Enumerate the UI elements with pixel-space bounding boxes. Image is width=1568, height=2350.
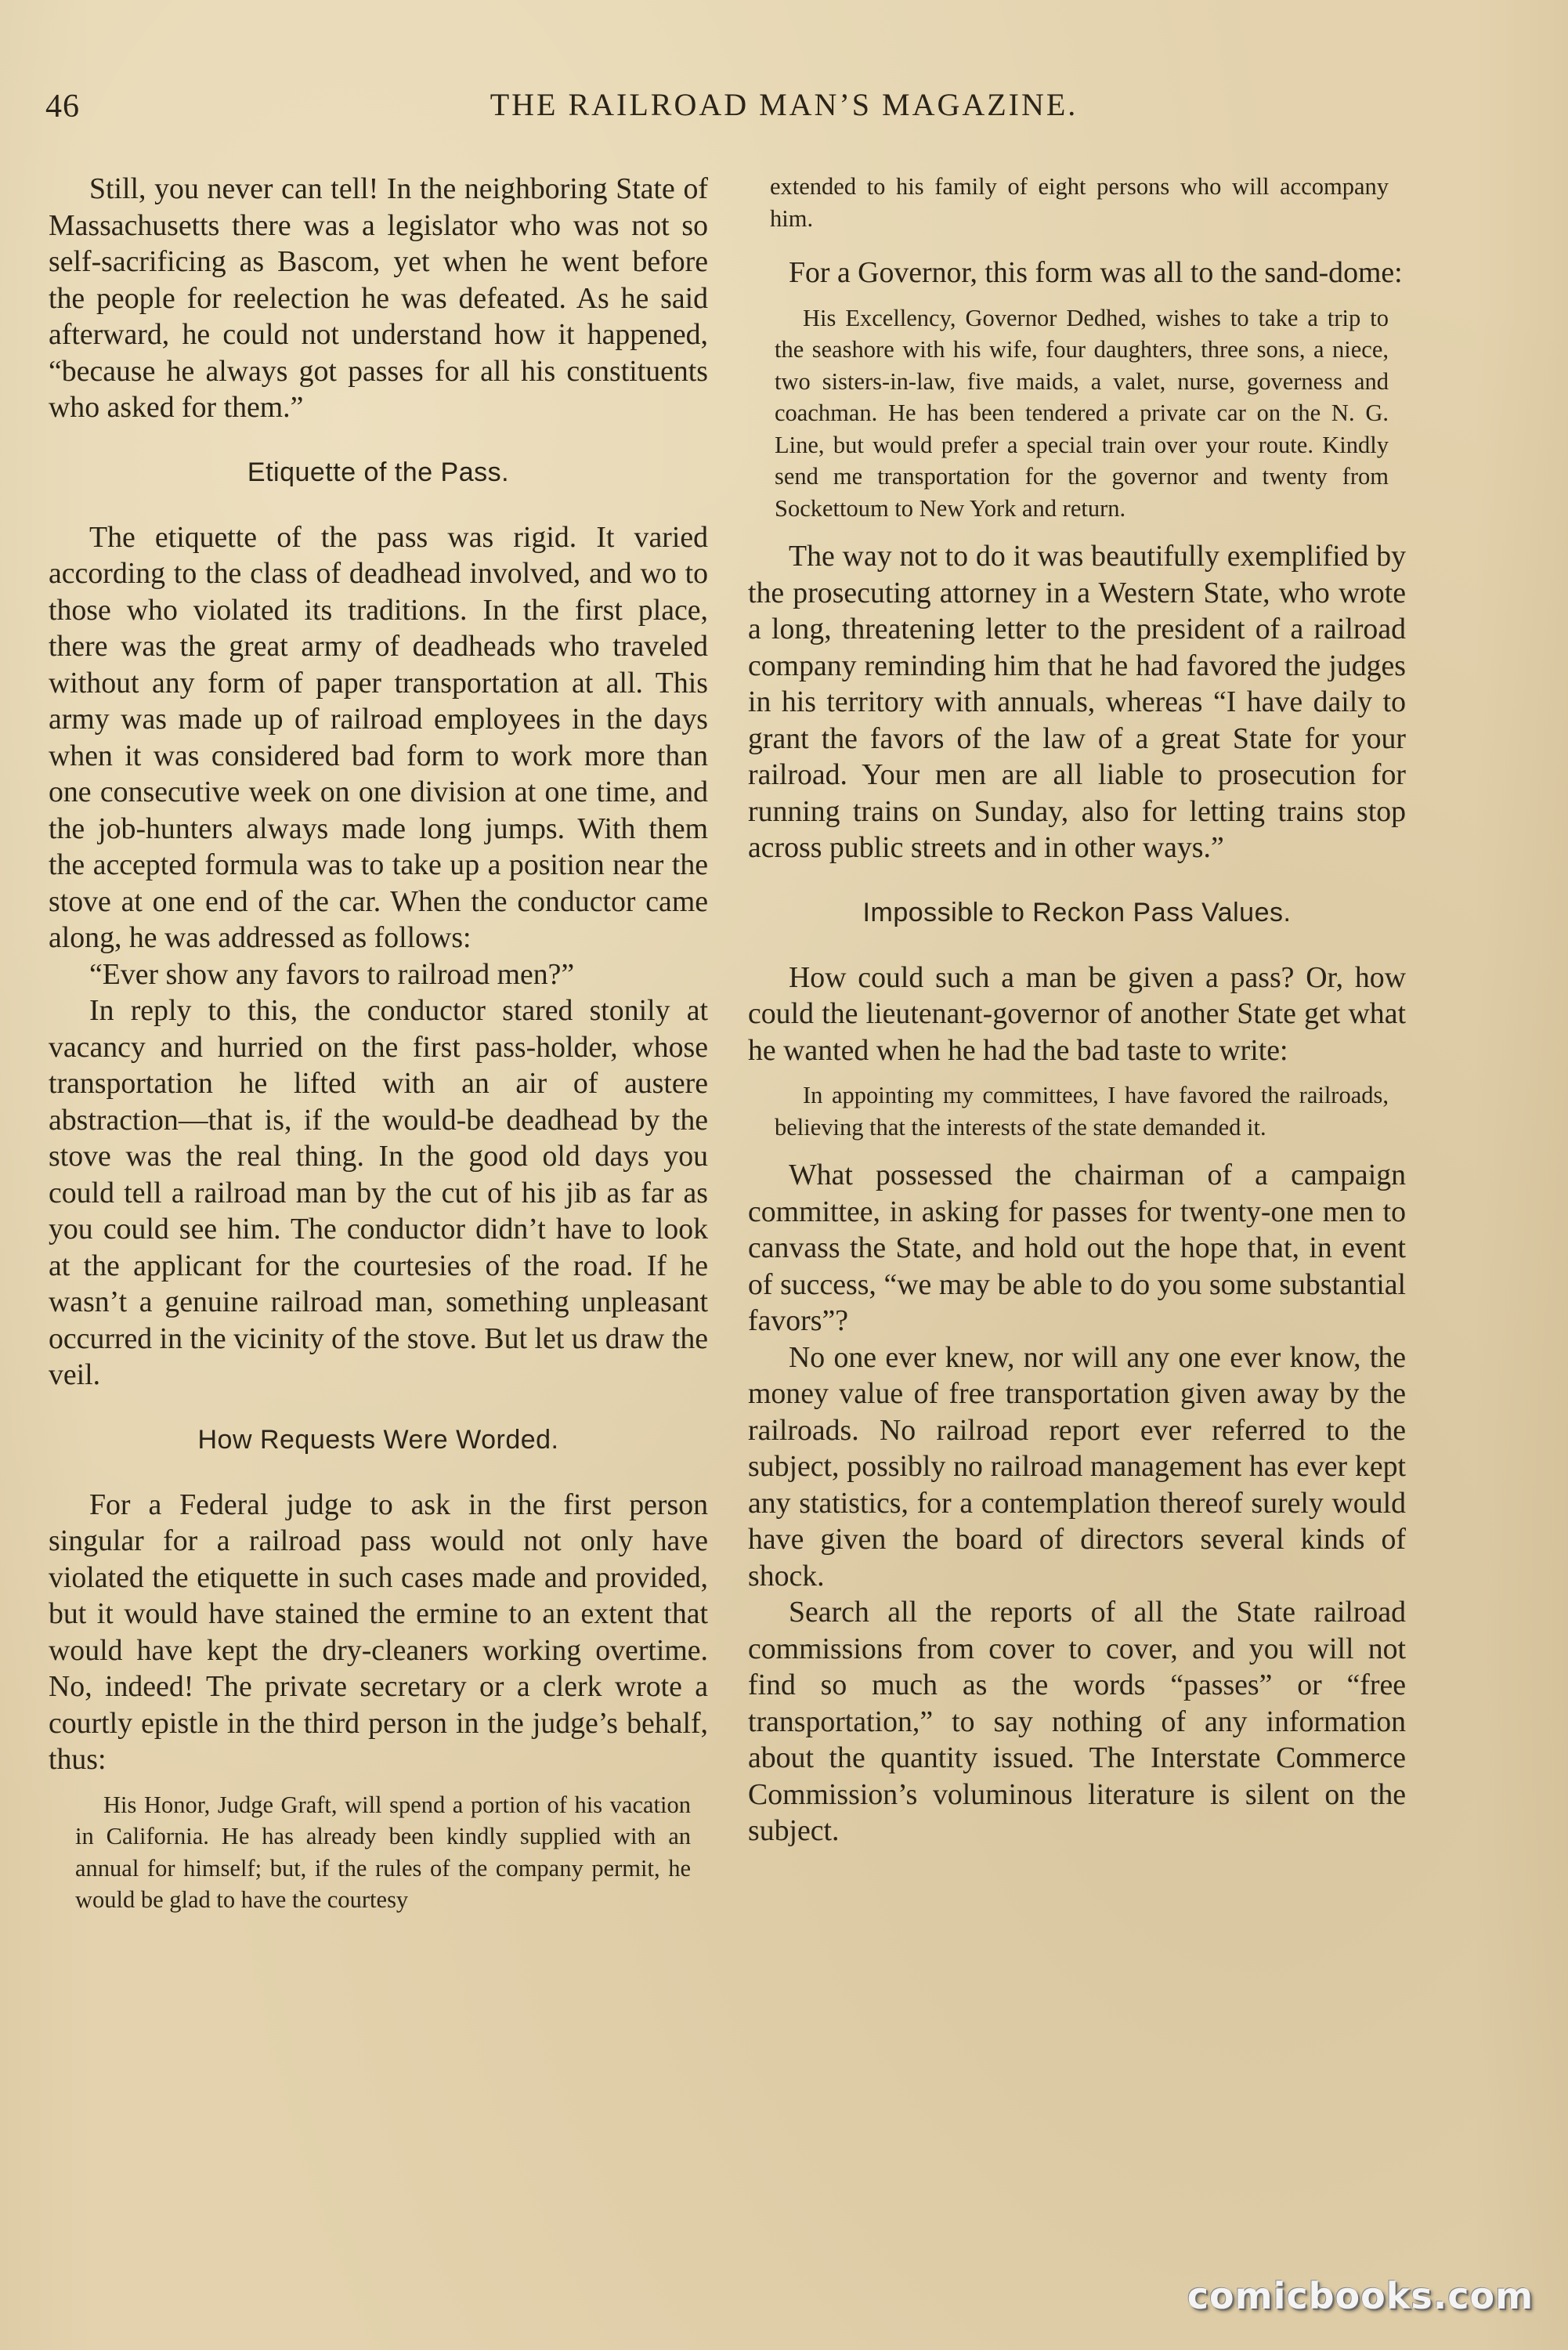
- right-column: [748, 171, 1406, 1849]
- quote-text: His Honor, Judge Graft, will spend a portion of his vacation in California. He has already been kindly supplied with an annual for himself; but, if the rules of the company permit, he would be glad to have the courtesy: [75, 1791, 691, 1913]
- section-heading: Impossible to Reckon Pass Values.: [862, 897, 1292, 927]
- block-quote: [748, 1079, 1406, 1143]
- quote-text: In appointing my committees, I have favored the railroads, believing that the interests of the state demanded it.: [775, 1082, 1389, 1141]
- block-quote: [748, 171, 1406, 234]
- block-quote: [49, 1789, 708, 1916]
- paragraph: In reply to this, the conductor stared stonily at vacancy and hurried on the first pass-holder, whose transportation he lifted with an air of austere abstraction—that is, if the would-be deadhead by the stove was the real thing. In the good old days you could tell a railroad man by the cut of his jib as far as you could see him. The conductor didn’t have to look at the applicant for the courtesies of the road. If he wasn’t a genuine railroad man, something unpleasant occurred in the vicinity of the stove. But let us draw the veil.: [49, 994, 708, 1391]
- paragraph: For a Governor, this form was all to the sand-dome:: [789, 256, 1403, 289]
- block-quote: [748, 302, 1406, 525]
- paragraph: The etiquette of the pass was rigid. It varied according to the class of deadhead involved, and wo to those who violated its traditions. In the first place, there was the great army of deadheads who traveled without any form of paper transportation at all. This army was made up of railroad employees in the days when it was considered bad form to work more than one consecutive week on one division at one time, and the job-hunters always made long jumps. With them the accepted formula was to take up a position near the stove at one end of the car. When the conductor came along, he was addressed as follows:: [49, 520, 708, 954]
- paragraph: No one ever knew, nor will any one ever know, the money value of free transportation given away by the railroads. No railroad report ever referred to the subject, possibly no railroad management has ever kept any statistics, for a contemplation thereof surely would have given the board of directors several kinds of shock.: [748, 1340, 1406, 1593]
- watermark: comicbooks.com: [1187, 2275, 1534, 2317]
- paragraph: How could such a man be given a pass? Or, how could the lieutenant-governor of another State get what he wanted when he had the bad taste to write:: [748, 960, 1406, 1067]
- quote-text: His Excellency, Governor Dedhed, wishes to take a trip to the seashore with his wife, four daughters, three sons, a niece, two sisters-in-law, five maids, a valet, nurse, governess and coachman. He has been tendered a private car on the N. G. Line, but would prefer a special train over your route. Kindly send me transportation for the governor and twenty from Sockettoum to New York and return.: [775, 304, 1389, 522]
- running-head: THE RAILROAD MAN’S MAGAZINE.: [490, 87, 1078, 122]
- section-heading: How Requests Were Worded.: [197, 1424, 559, 1455]
- left-column: [49, 171, 708, 1930]
- section-heading: Etiquette of the Pass.: [247, 457, 510, 487]
- paragraph: Search all the reports of all the State railroad commissions from cover to cover, and you will not find so much as the words “passes” or “free transportation,” to say nothing of any information about the quantity issued. The Interstate Commerce Commission’s voluminous literature is silent on the subject.: [748, 1596, 1406, 1847]
- page-number: 46: [45, 89, 80, 125]
- quote-text: extended to his family of eight persons who will accompany him.: [770, 173, 1389, 232]
- paragraph: The way not to do it was beautifully exemplified by the prosecuting attorney in a Western State, who wrote a long, threatening letter to the president of a railroad company reminding him that he had favored the judges in his territory with annuals, whereas “I have daily to grant the favors of the law of a great State for your railroad. Your men are all liable to prosecution for running trains on Sunday, also for letting trains stop across public streets and in other ways.”: [748, 540, 1406, 864]
- paragraph: For a Federal judge to ask in the first person singular for a railroad pass would not only have violated the etiquette in such cases made and provided, but it would have stained the ermine to an extent that would have kept the dry-cleaners working overtime. No, indeed! The private secretary or a clerk wrote a courtly epistle in the third person in the judge’s behalf, thus:: [49, 1488, 708, 1776]
- paragraph: Still, you never can tell! In the neighboring State of Massachusetts there was a legislator who was not so self-sacrificing as Bascom, yet when he went before the people for reelection he was defeated. As he said afterward, he could not understand how it happened, “because he always got passes for all his constituents who asked for them.”: [49, 172, 708, 424]
- paragraph: “Ever show any favors to railroad men?”: [89, 957, 575, 991]
- paragraph: What possessed the chairman of a campaign committee, in asking for passes for twenty-one men to canvass the State, and hold out the hope that, in event of success, “we may be able to do you some substantial favors”?: [748, 1159, 1406, 1337]
